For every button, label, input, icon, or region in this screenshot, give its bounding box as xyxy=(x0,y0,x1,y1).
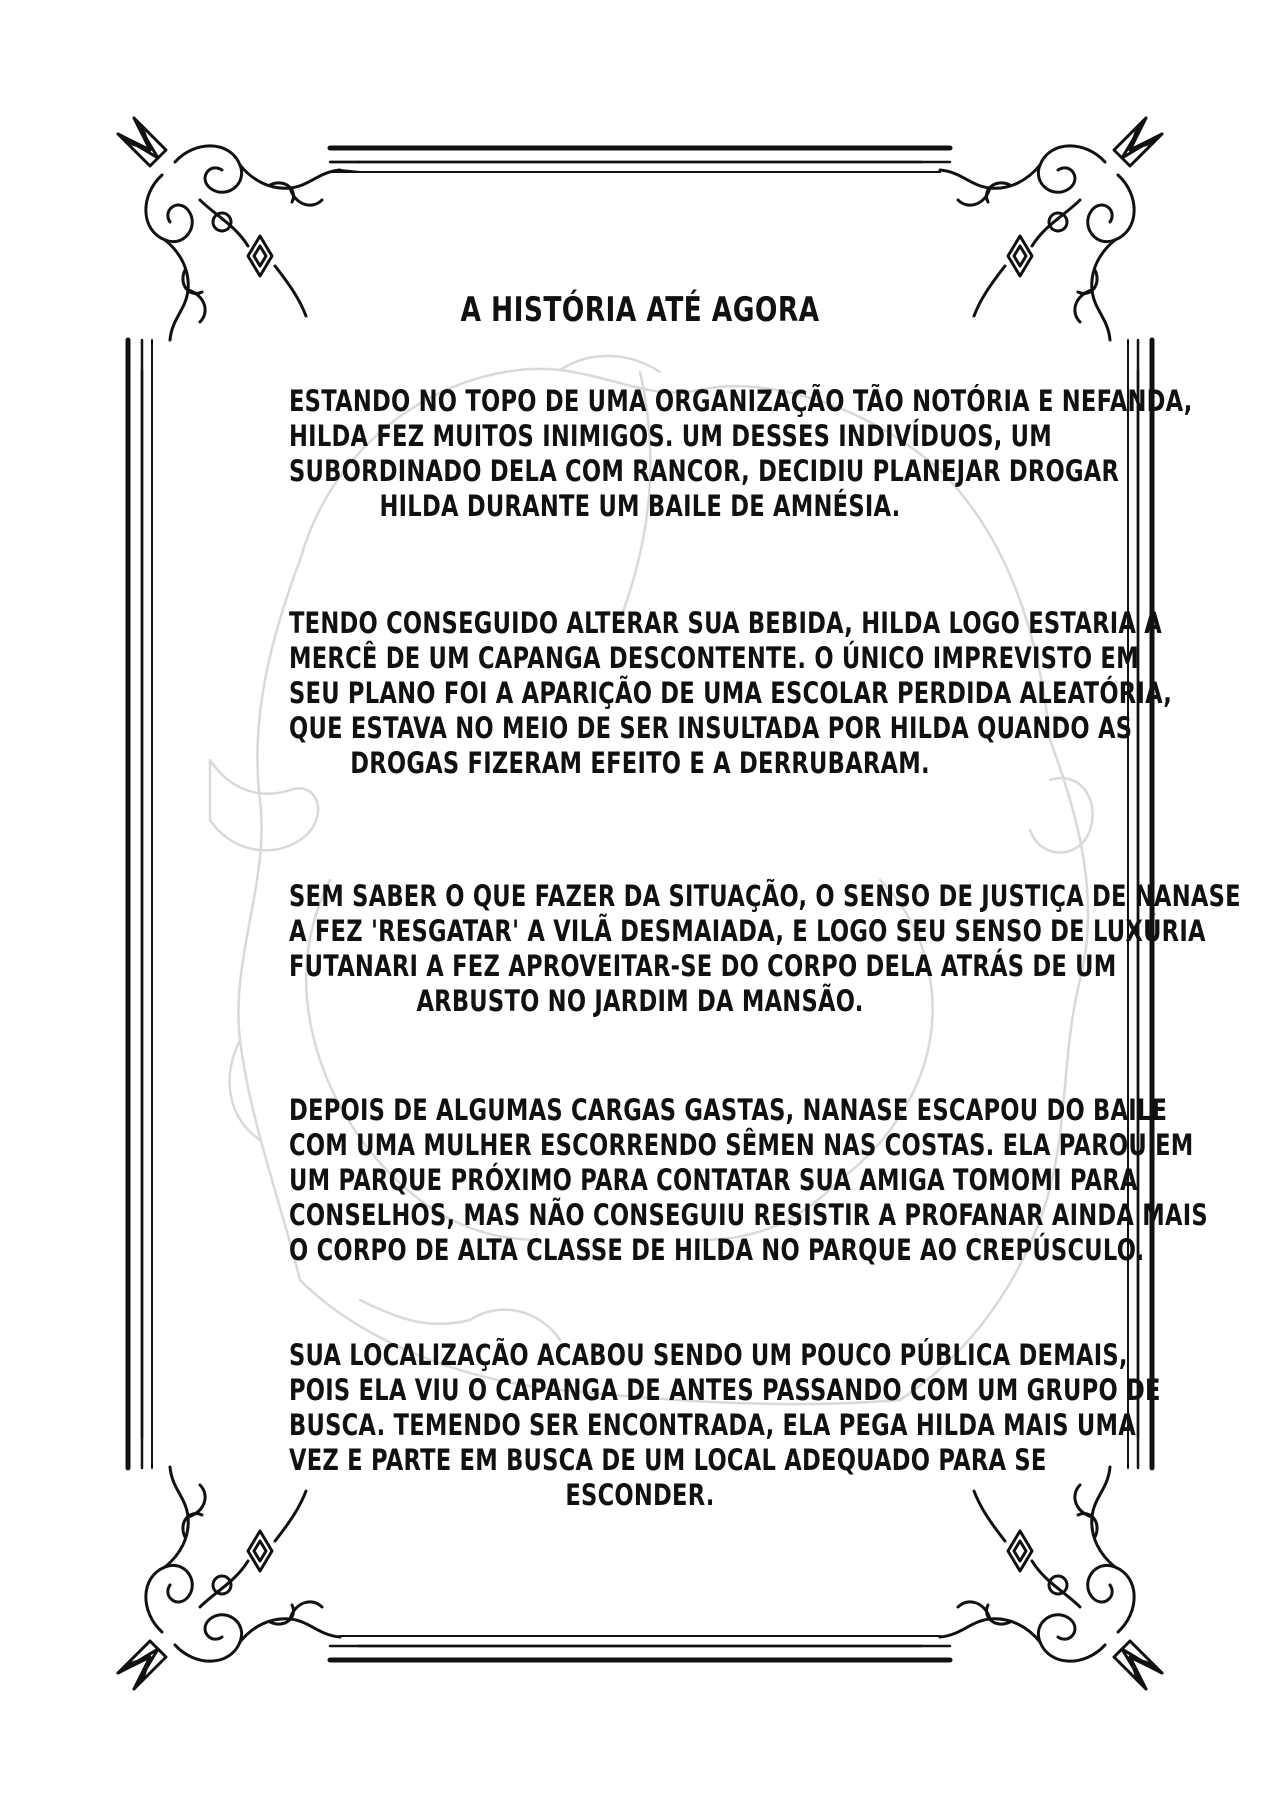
paragraph-4 xyxy=(289,1093,1208,1268)
paragraph-line: SEU PLANO FOI A APARIÇÃO DE UMA ESCOLAR PERDIDA ALEATÓRIA, xyxy=(289,676,1173,710)
paragraph-5 xyxy=(289,1338,1161,1513)
paragraph-line: BUSCA. TEMENDO SER ENCONTRADA, ELA PEGA HILDA MAIS UMA xyxy=(289,1408,1137,1442)
paragraph-line: O CORPO DE ALTA CLASSE DE HILDA NO PARQUE AO CREPÚSCULO. xyxy=(289,1233,1145,1267)
paragraph-line: ARBUSTO NO JARDIM DA MANSÃO. xyxy=(416,984,864,1018)
paragraph-line: TENDO CONSEGUIDO ALTERAR SUA BEBIDA, HILDA LOGO ESTARIA À xyxy=(289,606,1162,640)
paragraph-line: ESTANDO NO TOPO DE UMA ORGANIZAÇÃO TÃO NOTÓRIA E NEFANDA, xyxy=(289,384,1193,418)
paragraph-line: COM UMA MULHER ESCORRENDO SÊMEN NAS COSTAS. ELA PAROU EM xyxy=(289,1128,1194,1162)
paragraph-line: A FEZ 'RESGATAR' A VILÃ DESMAIADA, E LOGO SEU SENSO DE LUXÚRIA xyxy=(289,914,1206,948)
paragraph-line: SUBORDINADO DELA COM RANCOR, DECIDIU PLANEJAR DROGAR xyxy=(289,454,1120,488)
story-content xyxy=(190,290,1241,1513)
paragraph-line: POIS ELA VIU O CAPANGA DE ANTES PASSANDO COM UM GRUPO DE xyxy=(289,1373,1161,1407)
paragraph-line: SUA LOCALIZAÇÃO ACABOU SENDO UM POUCO PÚBLICA DEMAIS, xyxy=(289,1338,1128,1372)
paragraph-line: VEZ E PARTE EM BUSCA DE UM LOCAL ADEQUADO PARA SE xyxy=(289,1443,1047,1477)
paragraph-line: ESCONDER. xyxy=(565,1478,715,1512)
paragraph-line: CONSELHOS, MAS NÃO CONSEGUIU RESISTIR A PROFANAR AINDA MAIS xyxy=(289,1198,1208,1232)
paragraph-1 xyxy=(289,384,1193,524)
paragraph-3 xyxy=(289,879,1241,1019)
paragraph-line: SEM SABER O QUE FAZER DA SITUAÇÃO, O SENSO DE JUSTIÇA DE NANASE xyxy=(289,879,1241,913)
paragraph-2 xyxy=(289,606,1173,781)
page-title: A HISTÓRIA ATÉ AGORA xyxy=(460,290,820,330)
paragraph-line: QUE ESTAVA NO MEIO DE SER INSULTADA POR HILDA QUANDO AS xyxy=(289,711,1133,745)
paragraph-line: DROGAS FIZERAM EFEITO E A DERRUBARAM. xyxy=(350,746,930,780)
paragraph-line: DEPOIS DE ALGUMAS CARGAS GASTAS, NANASE ESCAPOU DO BAILE xyxy=(289,1093,1168,1127)
paragraph-line: FUTANARI A FEZ APROVEITAR-SE DO CORPO DELA ATRÁS DE UM xyxy=(289,949,1117,983)
paragraph-line: HILDA FEZ MUITOS INIMIGOS. UM DESSES INDIVÍDUOS, UM xyxy=(289,419,1053,453)
paragraph-line: HILDA DURANTE UM BAILE DE AMNÉSIA. xyxy=(379,489,901,523)
paragraph-line: MERCÊ DE UM CAPANGA DESCONTENTE. O ÚNICO IMPREVISTO EM xyxy=(289,641,1139,675)
paragraph-line: UM PARQUE PRÓXIMO PARA CONTATAR SUA AMIGA TOMOMI PARA xyxy=(289,1163,1138,1197)
